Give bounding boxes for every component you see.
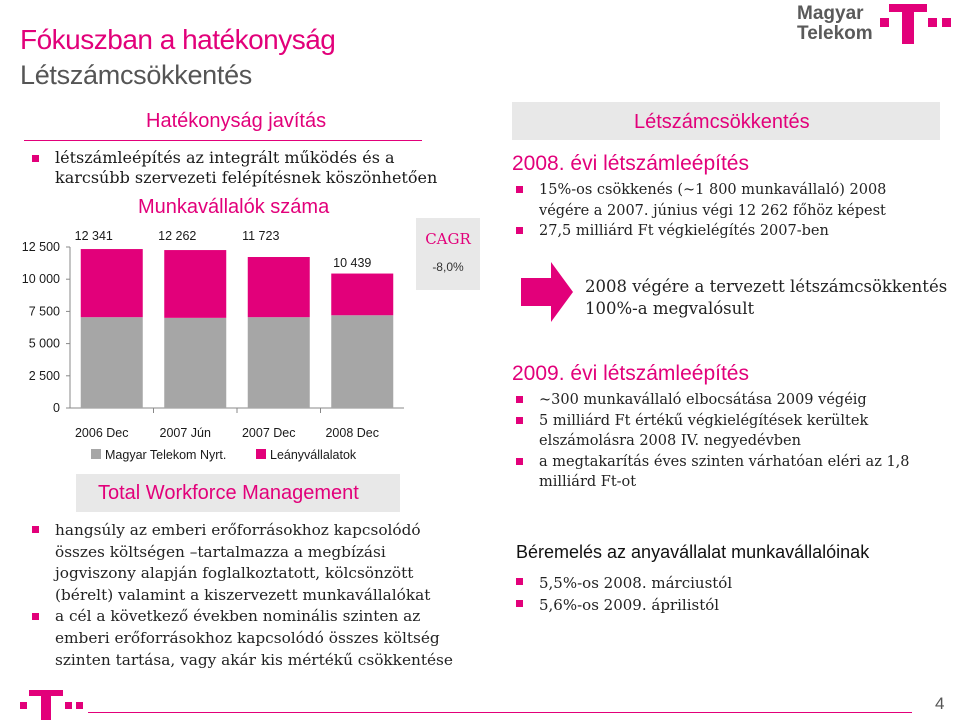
bar-parent [248,317,310,408]
bullets-salary [516,572,926,616]
x-tick-label: 2008 Dec [325,426,380,440]
twm-bullets [32,520,464,671]
list-item: 15%-os csökkenés (~1 800 munkavállaló) 2008 végére a 2007. június végi 12 262 főhöz képest [516,180,926,221]
x-tick-label: 2006 Dec [74,426,129,440]
bar-total-label: 11 723 [242,229,280,243]
page-subtitle: Létszámcsökkentés [20,60,253,90]
headcount-box [512,102,940,140]
twm-box [76,474,400,512]
bar-subsidiaries [331,274,393,316]
list-item: 27,5 milliárd Ft végkielégítés 2007-ben [516,221,926,242]
t-logo-icon [878,2,958,46]
legend-label: Leányvállalatok [270,448,357,462]
page-number: 4 [935,694,945,713]
logo-line-1: Magyar [797,3,864,24]
headcount-box-title: Létszámcsökkentés [634,111,810,133]
section-title-efficiency: Hatékonyság javítás [146,110,327,132]
bullets-2009 [516,390,926,493]
list-item: 5,5%-os 2008. márciustól [516,572,926,594]
t-logo-footer-icon [18,686,92,720]
list-item: 5 milliárd Ft értékű végkielégítések kerültek elszámolásra 2008 IV. negyedévben [516,411,926,452]
divider [24,140,422,141]
page-title: Fókuszban a hatékonyság [20,24,336,55]
y-tick-label: 2 500 [28,368,60,383]
arrow-right-icon [521,262,573,322]
y-tick-label: 10 000 [21,272,60,287]
twm-title: Total Workforce Management [98,482,359,504]
chart-title: Munkavállalók száma [138,196,330,218]
y-tick-label: 5 000 [28,336,60,351]
legend-label: Magyar Telekom Nyrt. [105,448,227,462]
bar-subsidiaries [248,257,310,317]
bar-total-label: 10 439 [333,256,372,270]
heading-salary: Béremelés az anyavállalat munkavállalóinak [516,542,870,562]
y-tick-label: 12 500 [21,240,60,254]
bar-subsidiaries [81,249,143,317]
heading-2008: 2008. évi létszámleépítés [512,152,749,175]
heading-2009: 2009. évi létszámleépítés [512,362,749,385]
bar-parent [331,315,393,408]
list-item: 5,6%-os 2009. áprilistól [516,594,926,616]
list-item: a megtakarítás éves szinten várhatóan eléri az 1,8 milliárd Ft-ot [516,452,926,493]
bar-subsidiaries [164,250,226,318]
list-item: a cél a következő években nominális szinten az emberi erőforrásokhoz kapcsolódó összes költség szinten tartása, vagy akár kis mértékű csökkentése [32,606,464,671]
bar-parent [81,317,143,408]
arrow-text: 2008 végére a tervezett létszámcsökkentés 100%-a megvalósult [585,277,948,318]
bar-total-label: 12 262 [158,229,197,243]
cagr-label: CAGR [425,230,471,248]
cagr-box [416,218,480,290]
efficiency-bullets [32,148,452,188]
logo-line-2: Telekom [797,23,873,44]
y-tick-label: 0 [53,401,60,415]
x-tick-label: 2007 Jún [159,426,211,440]
x-tick-label: 2007 Dec [241,426,296,440]
bar-total-label: 12 341 [74,229,113,243]
list-item: létszámleépítés az integrált működés és a karcsúbb szervezeti felépítésnek köszönhetően [32,148,452,188]
list-item: ~300 munkavállaló elbocsátása 2009 végéig [516,390,926,411]
bullets-2008 [516,180,926,242]
company-logo [797,4,873,44]
cagr-value: -8,0% [432,260,464,274]
legend-swatch [91,449,101,459]
footer-divider [88,712,912,713]
list-item: hangsúly az emberi erőforrásokhoz kapcsolódó összes költségen –tartalmazza a megbízási jogviszony alapján foglalkoztatott, kölcsönzött (bérelt) valamint a kiszervezett munkavállalókat [32,520,464,606]
workforce-chart [0,215,420,470]
legend-swatch [256,449,266,459]
y-tick-label: 7 500 [28,304,60,319]
bar-parent [164,318,226,408]
